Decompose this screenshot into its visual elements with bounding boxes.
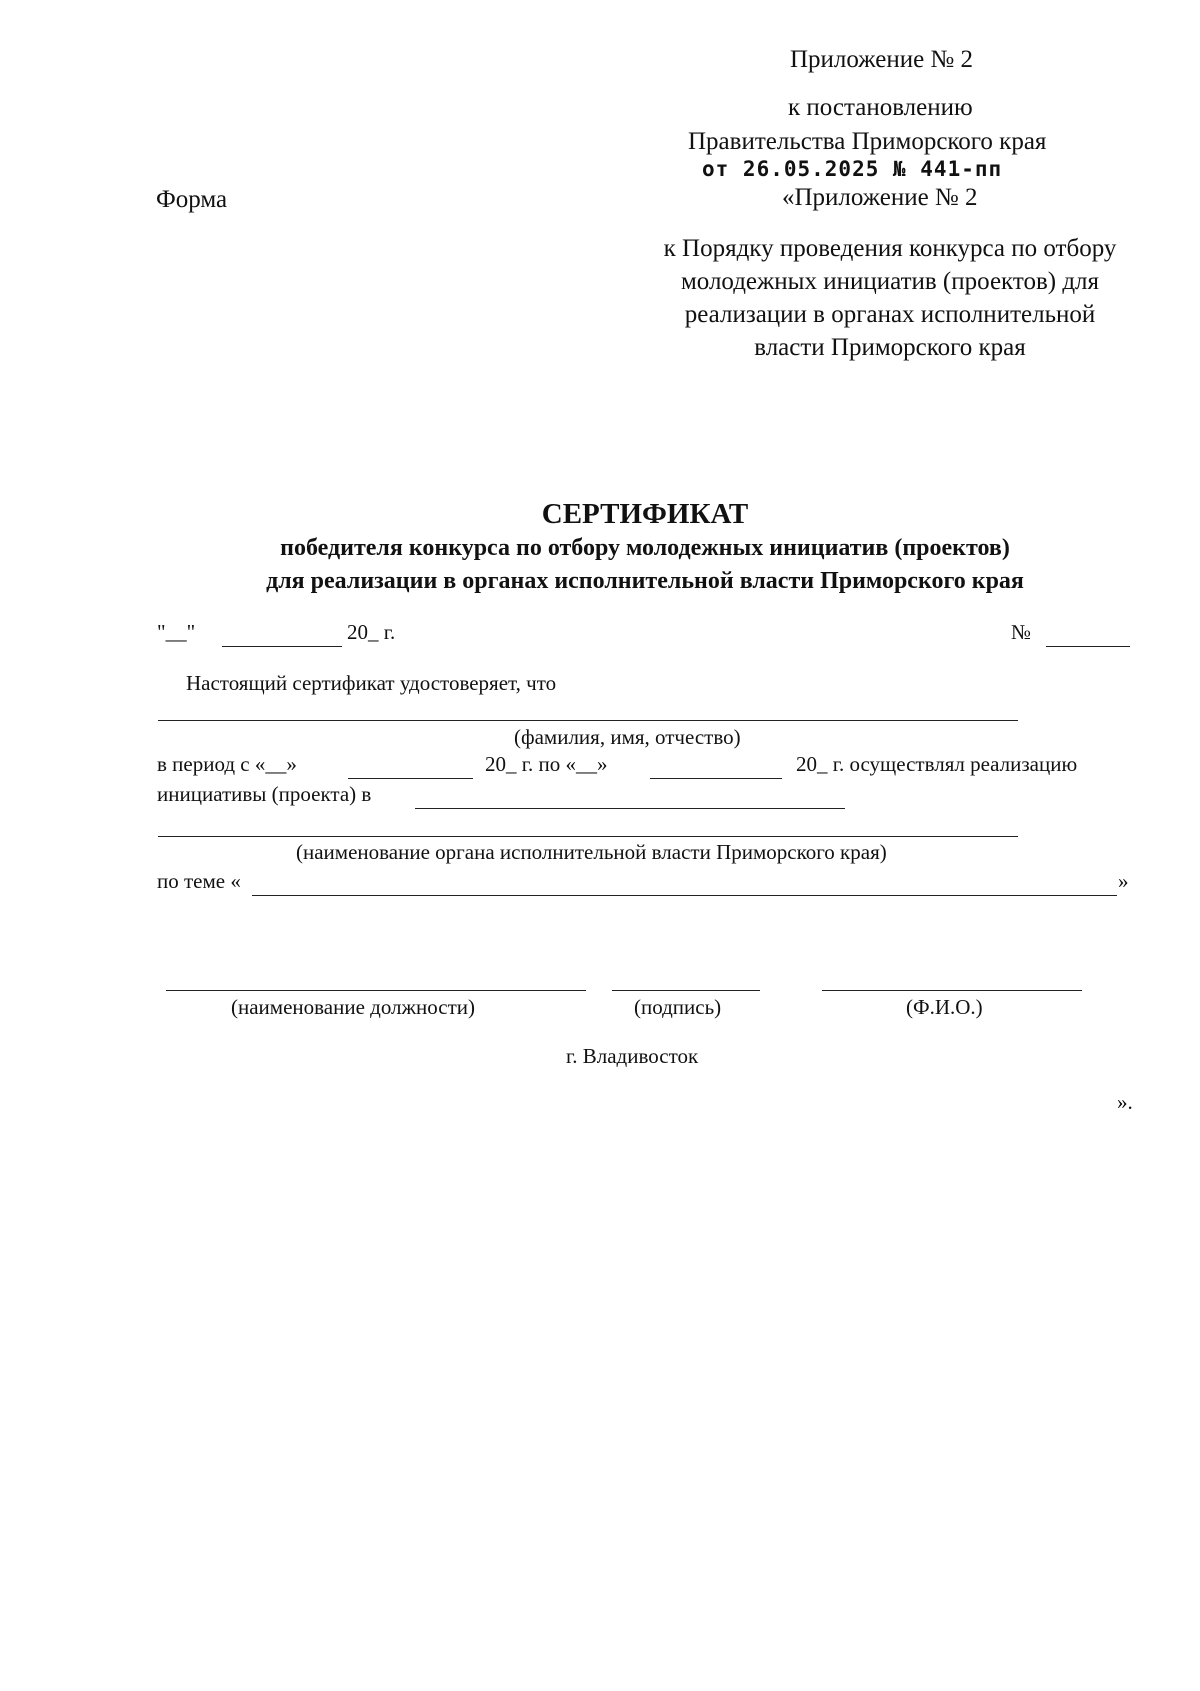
signature-caption: (подпись) — [634, 995, 722, 1019]
position-caption: (наименование должности) — [231, 995, 476, 1019]
signature-line — [612, 990, 760, 991]
closing-mark: ». — [1117, 1090, 1133, 1114]
decree-stamp: от 26.05.2025 № 441-пп — [702, 157, 1003, 181]
initiative-line — [415, 808, 845, 809]
name-caption: (Ф.И.О.) — [906, 995, 983, 1019]
period-from-month-line — [348, 778, 473, 779]
fio-caption: (фамилия, имя, отчество) — [514, 725, 741, 749]
initiative-label: инициативы (проекта) в — [157, 782, 372, 806]
period-year-2: 20_ г. осуществлял реализацию — [796, 752, 1078, 776]
name-line — [822, 990, 1082, 991]
inner-appendix-label: «Приложение № 2 — [782, 184, 978, 211]
certificate-title: СЕРТИФИКАТ — [541, 498, 749, 530]
city-label: г. Владивосток — [566, 1044, 699, 1068]
topic-line — [252, 895, 1117, 896]
form-label: Форма — [156, 186, 228, 213]
decree-line-2: Правительства Приморского края — [688, 128, 1047, 155]
certifies-text: Настоящий сертификат удостоверяет, что — [186, 671, 557, 695]
date-day-field: "__" — [157, 620, 196, 644]
certificate-subtitle-line-2: для реализации в органах исполнительной власти Приморского края — [266, 568, 1024, 594]
date-month-line — [222, 646, 342, 647]
number-label: № — [1011, 620, 1032, 644]
position-line — [166, 990, 586, 991]
certificate-subtitle-line-1: победителя конкурса по отбору молодежных инициатив (проектов) — [280, 535, 1010, 561]
order-reference: к Порядку проведения конкурса по отбору молодежных инициатив (проектов) для реализации в органах исполнительной власти Приморского края — [663, 235, 1117, 361]
decree-line-1: к постановлению — [788, 94, 973, 121]
authority-line — [158, 836, 1018, 837]
period-to-month-line — [650, 778, 782, 779]
topic-label: по теме « — [157, 869, 241, 893]
topic-close-quote: » — [1118, 869, 1129, 893]
number-line — [1046, 646, 1130, 647]
authority-caption: (наименование органа исполнительной власти Приморского края) — [296, 840, 887, 864]
date-year: 20_ г. — [347, 620, 396, 644]
period-from-label: в период с «__» — [157, 752, 297, 776]
period-year-1: 20_ г. по «__» — [485, 752, 608, 776]
fio-line — [158, 720, 1018, 721]
appendix-label: Приложение № 2 — [790, 46, 974, 73]
